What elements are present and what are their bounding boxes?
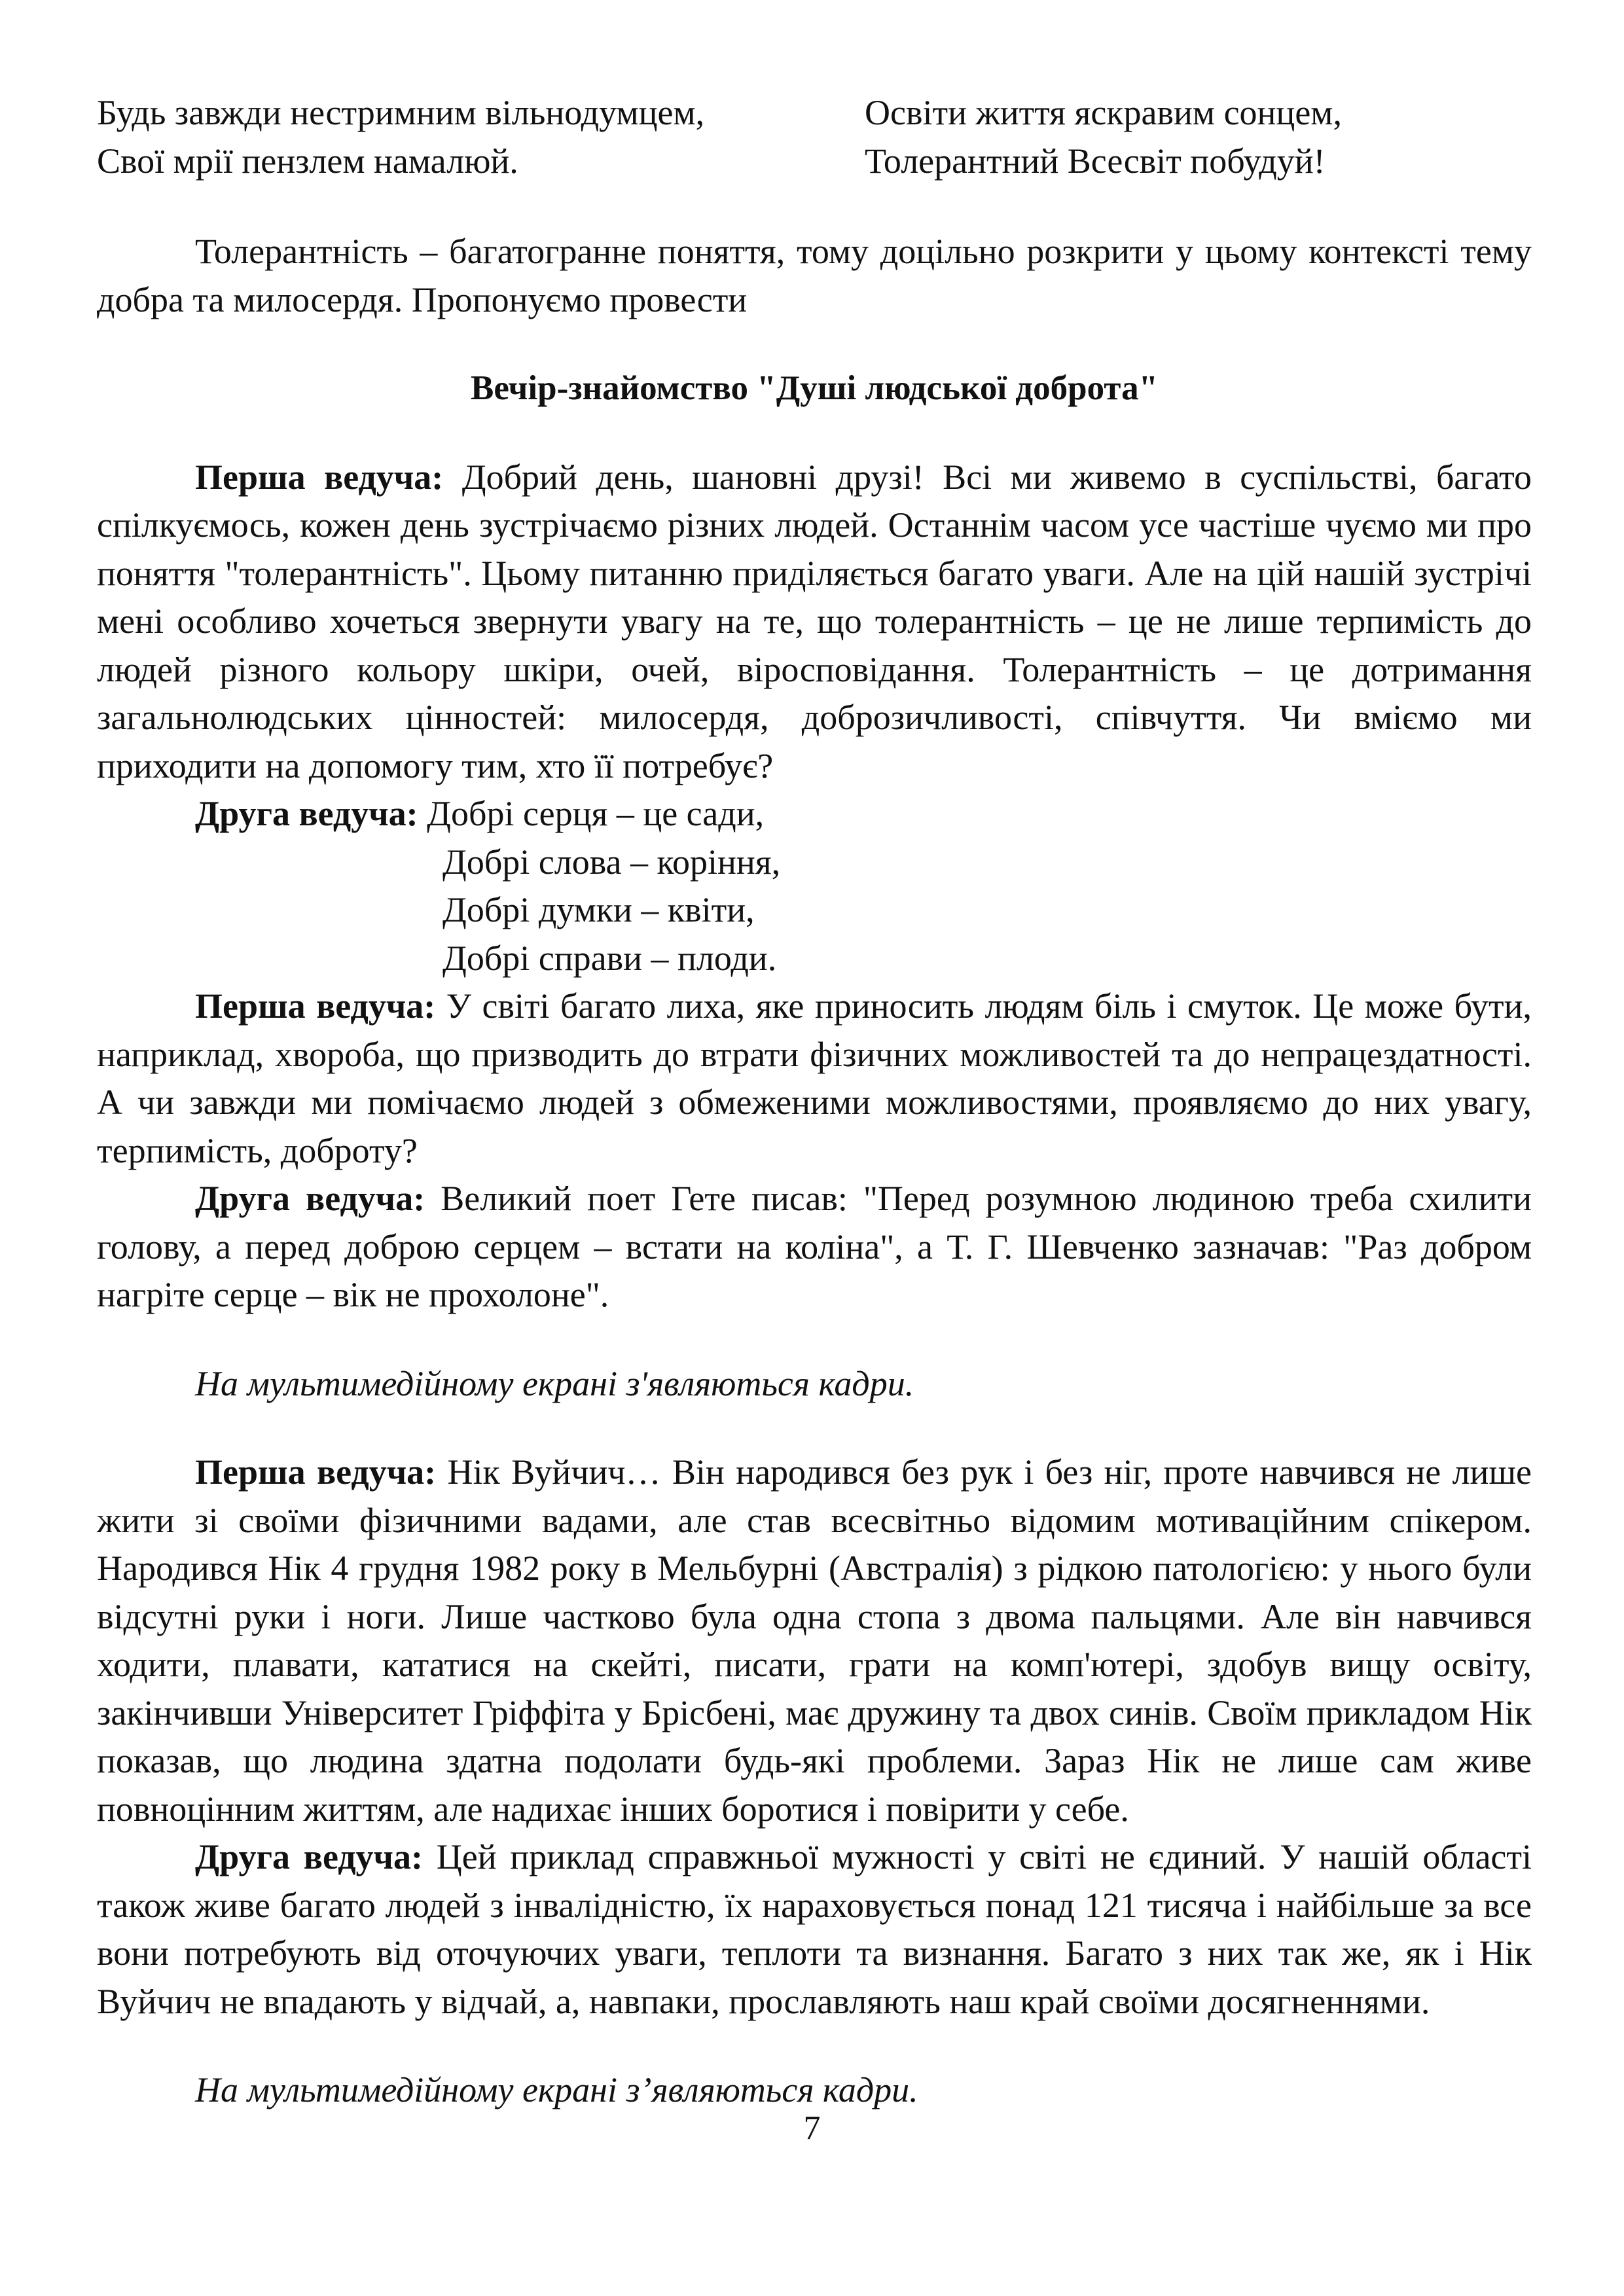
poem-line: Будь завжди нестримним вільнодумцем, — [97, 93, 705, 132]
verse-line: Добрі думки – квіти, — [442, 890, 755, 929]
paragraph-text: Нік Вуйчич… Він народився без рук і без ніг, проте навчився не лише жити зі своїми фізичними вадами, але став всесвітньо відомим мотиваційним спікером. Народився Нік 4 грудня 1982 року в Мельбурні (Австралія) з рідкою патологією: у нього були відсутні руки і ноги. Лише частково була одна стопа з двома пальцями. Але він навчився ходити, плавати, кататися на скейті, писати, грати на комп'ютері, здобув вищу освіту, закінчивши Університет Гріффіта у Брісбені, має дружину та двох синів. Своїм прикладом Нік показав, що людина здатна подолати будь-які проблеми. Зараз Нік не лише сам живе повноцінним життям, але надихає інших боротися і повірити у себе. — [97, 1452, 1532, 1829]
paragraph-text: Цей приклад справжньої мужності у світі не єдиний. У нашій області також живе багато людей з інвалідністю, їх нараховується понад 121 тисяча і найбільше за все вони потребують від оточуючих уваги, теплоти та визнання. Багато з них так же, як і Нік Вуйчич не впадають у відчай, а, навпаки, прославляють наш край своїми досягненнями. — [97, 1837, 1532, 2021]
poem-right-column — [865, 88, 1342, 185]
speaker-label: Перша ведуча: — [195, 986, 436, 1026]
paragraph-text: У світі багато лиха, яке приносить людям біль і смуток. Це може бути, наприклад, хвороба, що призводить до втрати фізичних можливостей та до непрацездатності. А чи завжди ми помічаємо людей з обмеженими можливостями, проявляємо до них увагу, терпимість, доброту? — [97, 986, 1532, 1170]
stage-direction: На мультимедійному екрані з’являються кадри. — [195, 2070, 918, 2109]
paragraph-second-host-2 — [97, 1175, 1532, 1319]
paragraph-second-host-3 — [97, 1833, 1532, 2026]
speaker-label: Друга ведуча: — [195, 1837, 423, 1876]
paragraph-first-host-3 — [97, 1448, 1532, 1833]
paragraph-first-host-1 — [97, 454, 1532, 791]
speaker-label: Перша ведуча: — [195, 1452, 437, 1492]
poem-line: Освіти життя яскравим сонцем, — [865, 93, 1342, 132]
verse-line: Добрі серця – це сади, — [418, 794, 765, 833]
verse-line: Добрі справи – плоди. — [442, 938, 777, 978]
paragraph-first-host-2 — [97, 982, 1532, 1175]
speaker-label: Перша ведуча: — [195, 457, 444, 497]
stage-direction: На мультимедійному екрані з'являються кадри. — [195, 1363, 914, 1403]
paragraph-text: Великий поет Гете писав: "Перед розумною людиною треба схилити голову, а перед доброю серцем – встати на коліна", а Т. Г. Шевченко зазначав: "Раз добром нагріте серце – вік не прохолоне". — [97, 1179, 1532, 1314]
paragraph-text: Добрий день, шановні друзі! Всі ми живемо в суспільстві, багато спілкуємось, кожен день зустрічаємо різних людей. Останнім часом усе частіше чуємо ми про поняття "толерантність". Цьому питанню приділяється багато уваги. Але на цій нашій зустрічі мені особливо хочеться звернути увагу на те, що толерантність – це не лише терпимість до людей різного кольору шкіри, очей, віросповідання. Толерантність – це дотримання загальнолюдських цінностей: милосердя, доброзичливості, співчуття. Чи вміємо ми приходити на допомогу тим, хто її потребує? — [97, 457, 1532, 785]
poem-left-column — [97, 88, 704, 185]
verse-line: Добрі слова – коріння, — [442, 842, 781, 882]
poem-line: Свої мрії пензлем намалюй. — [97, 141, 518, 181]
intro-paragraph: Толерантність – багатогранне поняття, тому доцільно розкрити у цьому контексті тему добра та милосердя. Пропонуємо провести — [97, 232, 1532, 319]
speaker-label: Друга ведуча: — [195, 1179, 425, 1218]
document-body — [97, 228, 1532, 2115]
verse-second-host — [97, 790, 1532, 982]
page-number: 7 — [803, 2109, 821, 2147]
poem-line: Толерантний Всесвіт побудуй! — [865, 141, 1326, 181]
section-title: Вечір-знайомство "Душі людської доброта" — [470, 369, 1158, 407]
speaker-label: Друга ведуча: — [195, 794, 418, 833]
